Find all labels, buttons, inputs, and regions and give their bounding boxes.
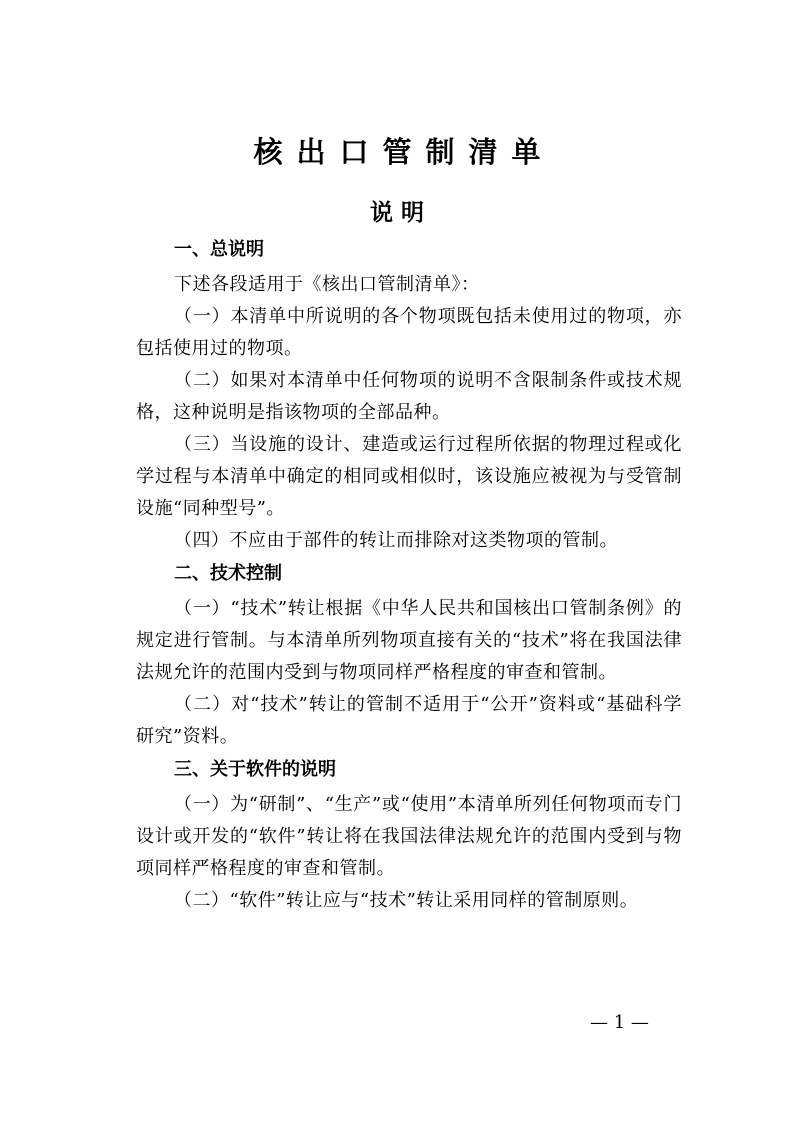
document-title: 核出口管制清单 [253,135,555,169]
document-subtitle: 说明 [370,199,432,226]
paragraph: （一）为“研制”、“生产”或“使用”本清单所列任何物项而专门设计或开发的“软件”转让将在我国法律法规允许的范围内受到与物项同样严格程度的审查和管制。 [136,794,682,879]
paragraph: （二）如果对本清单中任何物项的说明不含限制条件或技术规格，这种说明是指该物项的全部品种。 [136,370,682,423]
paragraph: （一）本清单中所说明的各个物项既包括未使用过的物项，亦包括使用过的物项。 [136,306,682,359]
paragraph: （一）“技术”转让根据《中华人民共和国核出口管制条例》的规定进行管制。与本清单所列物项直接有关的“技术”将在我国法律法规允许的范围内受到与物项同样严格程度的审查和管制。 [136,598,682,683]
paragraph: （二）对“技术”转让的管制不适用于“公开”资料或“基础科学研究”资料。 [136,694,682,747]
paragraph: 下述各段适用于《核出口管制清单》： [174,274,480,295]
section-heading: 一、总说明 [174,239,264,260]
paragraph: （二）“软件”转让应与“技术”转让采用同样的管制原则。 [174,890,639,911]
paragraph: （四）不应由于部件的转让而排除对这类物项的管制。 [174,530,618,551]
section-heading: 二、技术控制 [174,563,282,584]
section-heading: 三、关于软件的说明 [174,759,336,780]
paragraph: （三）当设施的设计、建造或运行过程所依据的物理过程或化学过程与本清单中确定的相同或相似时，该设施应被视为与受管制设施“同种型号”。 [136,434,682,519]
document-body [136,233,682,917]
page-number: — 1 — [590,1012,649,1033]
